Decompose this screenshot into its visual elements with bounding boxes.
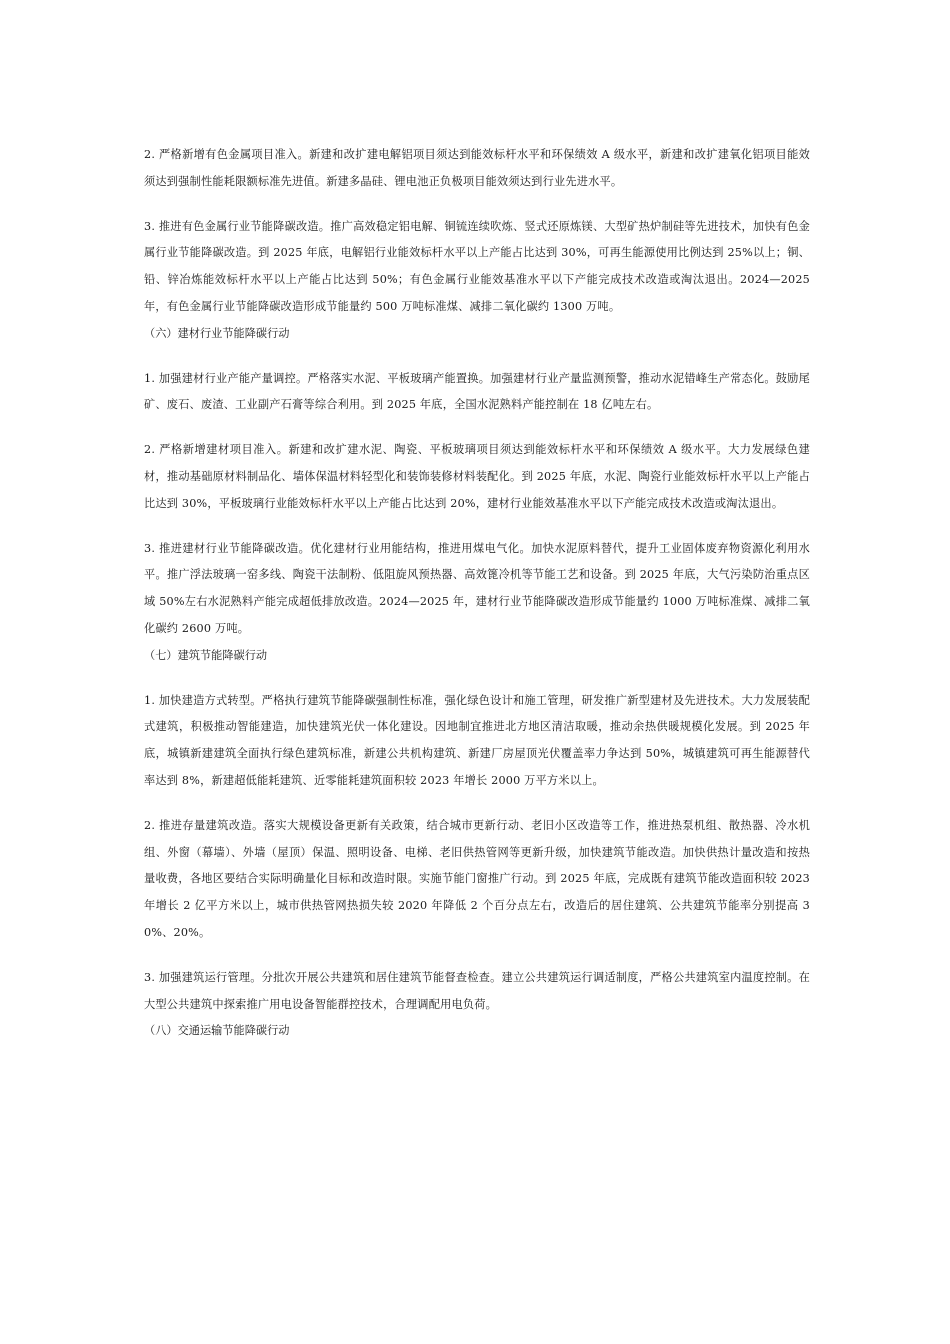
paragraph-building-materials-2: 2. 严格新增建材项目准入。新建和改扩建水泥、陶瓷、平板玻璃项目须达到能效标杆水平和环保绩效 A 级水平。大力发展绿色建材，推动基础原材料制品化、墙体保温材料轻型化和装饰装修材料装配化。到 2025 年底，水泥、陶瓷行业能效标杆水平以上产能占比达到 30%，平板玻璃行业能效标杆水平以上产能占比达到 20%，建材行业能效基准水平以下产能完成技术改造或淘汰退出。 bbox=[144, 443, 810, 510]
section-heading-7: （七）建筑节能降碳行动 bbox=[144, 648, 268, 662]
section-heading-6: （六）建材行业节能降碳行动 bbox=[144, 326, 290, 340]
paragraph-construction-3: 3. 加强建筑运行管理。分批次开展公共建筑和居住建筑节能督查检查。建立公共建筑运行调适制度，严格公共建筑室内温度控制。在大型公共建筑中探索推广用电设备智能群控技术，合理调配用电负荷。 bbox=[144, 970, 810, 1011]
paragraph-building-materials-1: 1. 加强建材行业产能产量调控。严格落实水泥、平板玻璃产能置换。加强建材行业产量监测预警，推动水泥错峰生产常态化。鼓励尾矿、废石、废渣、工业副产石膏等综合利用。到 2025 年底，全国水泥熟料产能控制在 18 亿吨左右。 bbox=[144, 371, 810, 412]
paragraph-construction-1: 1. 加快建造方式转型。严格执行建筑节能降碳强制性标准，强化绿色设计和施工管理，研发推广新型建材及先进技术。大力发展装配式建筑，积极推动智能建造，加快建筑光伏一体化建设。因地制宜推进北方地区清洁取暖，推动余热供暖规模化发展。到 2025 年底，城镇新建建筑全面执行绿色建筑标准，新建公共机构建筑、新建厂房屋顶光伏覆盖率力争达到 50%，城镇建筑可再生能源替代率达到 8%，新建超低能耗建筑、近零能耗建筑面积较 2023 年增长 2000 万平方米以上。 bbox=[144, 693, 810, 787]
paragraph-nonferrous-3: 3. 推进有色金属行业节能降碳改造。推广高效稳定铝电解、铜锍连续吹炼、竖式还原炼镁、大型矿热炉制硅等先进技术，加快有色金属行业节能降碳改造。到 2025 年底，电解铝行业能效标杆水平以上产能占比达到 30%，可再生能源使用比例达到 25%以上；铜、铅、锌冶炼能效标杆水平以上产能占比达到 50%；有色金属行业能效基准水平以下产能完成技术改造或淘汰退出。2024—2025 年，有色金属行业节能降碳改造形成节能量约 500 万吨标准煤、减排二氧化碳约 1300 万吨。 bbox=[144, 219, 810, 313]
document-page bbox=[144, 142, 810, 1045]
section-heading-8: （八）交通运输节能降碳行动 bbox=[144, 1024, 290, 1038]
paragraph-construction-2: 2. 推进存量建筑改造。落实大规模设备更新有关政策，结合城市更新行动、老旧小区改造等工作，推进热泵机组、散热器、冷水机组、外窗（幕墙）、外墙（屋顶）保温、照明设备、电梯、老旧供热管网等更新升级，加快建筑节能改造。加快供热计量改造和按热量收费，各地区要结合实际明确量化目标和改造时限。实施节能门窗推广行动。到 2025 年底，完成既有建筑节能改造面积较 2023 年增长 2 亿平方米以上，城市供热管网热损失较 2020 年降低 2 个百分点左右，改造后的居住建筑、公共建筑节能率分别提高 30%、20%。 bbox=[144, 818, 810, 939]
paragraph-nonferrous-2: 2. 严格新增有色金属项目准入。新建和改扩建电解铝项目须达到能效标杆水平和环保绩效 A 级水平，新建和改扩建氧化铝项目能效须达到强制性能耗限额标准先进值。新建多晶硅、锂电池正负极项目能效须达到行业先进水平。 bbox=[144, 148, 810, 188]
paragraph-building-materials-3: 3. 推进建材行业节能降碳改造。优化建材行业用能结构，推进用煤电气化。加快水泥原料替代，提升工业固体废弃物资源化利用水平。推广浮法玻璃一窑多线、陶瓷干法制粉、低阻旋风预热器、高效篦冷机等节能工艺和设备。到 2025 年底，大气污染防治重点区域 50%左右水泥熟料产能完成超低排放改造。2024—2025 年，建材行业节能降碳改造形成节能量约 1000 万吨标准煤、减排二氧化碳约 2600 万吨。 bbox=[144, 541, 810, 635]
